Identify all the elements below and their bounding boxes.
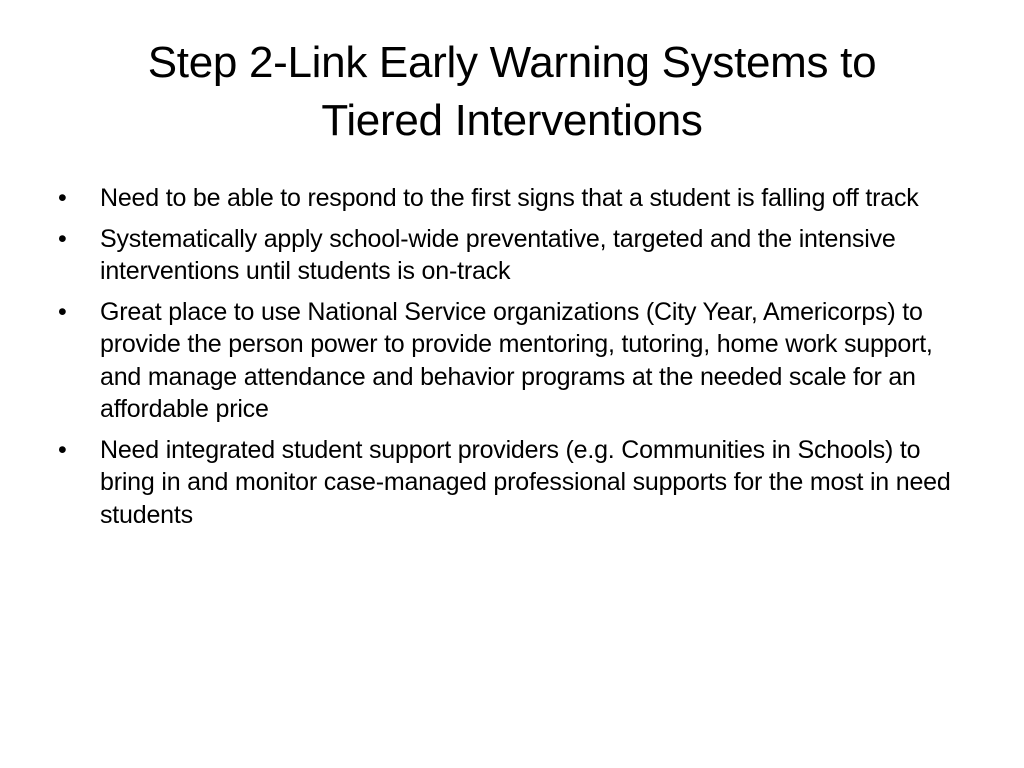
bullet-text: Need to be able to respond to the first signs that a student is falling off track: [100, 184, 919, 212]
bullet-text: Systematically apply school-wide preventative, targeted and the intensive interventions until students is on-track: [100, 224, 896, 285]
bullet-item: [58, 223, 968, 288]
bullet-dot-icon: •: [58, 435, 67, 464]
bullet-item: [58, 296, 968, 426]
bullet-text: Need integrated student support providers (e.g. Communities in Schools) to bring in and monitor case-managed professional supports for the most in need students: [100, 435, 951, 529]
bullet-dot-icon: •: [58, 297, 67, 326]
slide-title: [40, 34, 984, 150]
bullet-item: [58, 434, 968, 532]
bullet-dot-icon: •: [58, 224, 67, 253]
slide-title-line-2: Tiered Interventions: [321, 96, 703, 145]
bullet-text: Great place to use National Service organizations (City Year, Americorps) to provide the person power to provide mentoring, tutoring, home work support, and manage attendance and behavior programs at the needed scale for an affordable price: [100, 297, 933, 423]
bullet-dot-icon: •: [58, 184, 67, 212]
slide-title-line-1: Step 2-Link Early Warning Systems to: [147, 38, 877, 87]
bullet-item: [58, 182, 968, 215]
bullet-list: [58, 182, 968, 539]
